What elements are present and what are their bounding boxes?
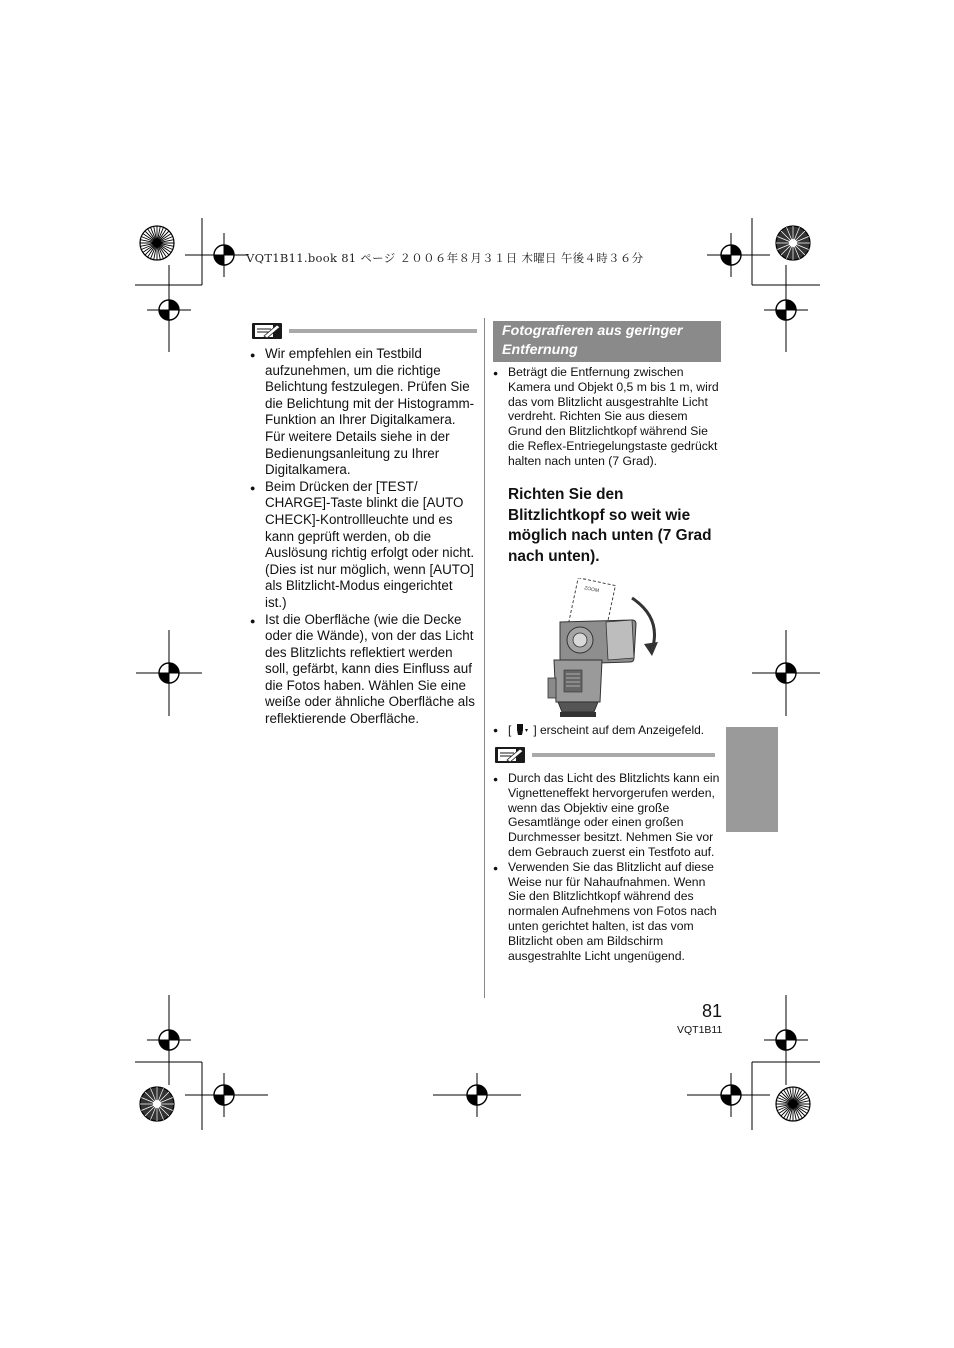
section-title: Fotografieren aus geringer Entfernung [493, 321, 721, 362]
display-bullet: ● [ ] erscheint auf dem Anzeigefeld. [493, 723, 705, 737]
model-code: VQT1B11 [677, 1024, 723, 1036]
instruction-heading: Richten Sie den Blitzlichtkopf so weit wie möglich nach unten (7 Grad nach unten). [508, 486, 712, 565]
list-item: ● Durch das Licht des Blitzlichts kann ein Vignetteneffekt hervorgerufen werden, wenn das Objektiv eine große Gesamtlänge oder einen großen Durchmesser besitzt. Nehmen Sie vor dem Gebrauch zuerst ein Testfoto auf. [493, 771, 721, 860]
note-pencil-icon [495, 747, 525, 763]
list-item: ● Ist die Oberfläche (wie die Decke oder die Wände), von der das Licht des Blitzlichts reflektiert werden soll, gefärbt, kann dies Einfluss auf die Fotos haben. Wählen Sie eine weiße oder ähnliche Oberfläche als reflektierende Oberfläche. [250, 612, 476, 728]
page-number: 81 [702, 1001, 723, 1021]
display-prefix: [ [508, 723, 512, 737]
note-pencil-icon [252, 323, 282, 339]
list-item: ● Beim Drücken der [TEST/ CHARGE]-Taste blinkt die [AUTO CHECK]-Kontrollleuchte und es kann geprüft werden, ob die Auslösung richtig erfolgt oder nicht. (Dies ist nur möglich, wenn [AUTO] als Blitzlicht-Modus eingerichtet ist.) [250, 479, 476, 612]
note-bullets-block [493, 771, 721, 963]
intro-bullet-block [493, 365, 721, 469]
svg-text:ZOOM: ZOOM [583, 585, 600, 595]
close-up-flash-icon [514, 723, 530, 736]
flash-head-tilt-illustration [540, 578, 665, 720]
list-item: ● Beträgt die Entfernung zwischen Kamera und Objekt 0,5 m bis 1 m, wird das vom Blitzlicht ausgestrahlte Licht verdreht. Richten Sie aus diesem Grund den Blitzlichtkopf während Sie die Reflex-Entriegelungstaste gedrückt halten nach unten (7 Grad). [493, 365, 721, 469]
column-divider [484, 318, 485, 998]
list-item: ● Verwenden Sie das Blitzlicht auf diese Weise nur für Nahaufnahmen. Wenn Sie den Blitzlichtkopf während des normalen Aufnehmens von Fotos nach unten gerichtet halten, ist das vom Blitzlicht oben am Bildschirm ausgestrahlte Licht ungenügend. [493, 860, 721, 964]
note-rule [532, 753, 715, 757]
left-column [250, 346, 476, 728]
side-tab-marker [726, 727, 778, 832]
display-suffix: ] erscheint auf dem Anzeigefeld. [533, 723, 705, 737]
print-header-line: VQT1B11.book 81 ページ ２００６年８月３１日 木曜日 午後４時３６分 [246, 251, 644, 265]
list-item: ● Wir empfehlen ein Testbild aufzunehmen, um die richtige Belichtung festzulegen. Prüfen Sie die Belichtung mit der Histogramm-Funktion an Ihrer Digitalkamera. Für weitere Details siehe in der Bedienungsanleitung zu Ihrer Digitalkamera. [250, 346, 476, 479]
note-rule [289, 329, 477, 333]
